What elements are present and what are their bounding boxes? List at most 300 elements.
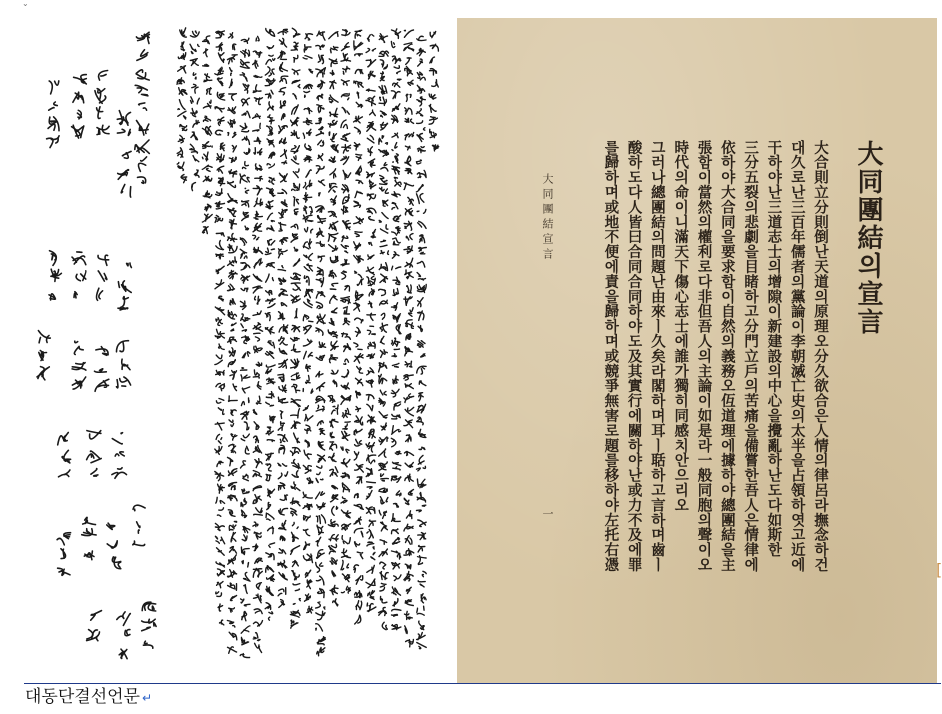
ink-stroke [316,373,319,377]
ink-stroke [347,564,349,568]
ink-stroke [216,233,223,234]
ink-stroke [319,33,321,34]
ink-stroke [245,90,248,93]
ink-stroke [137,54,147,60]
ink-stroke [318,140,322,144]
ink-stroke [419,72,422,75]
ink-stroke [372,35,374,37]
ink-stroke [409,640,412,642]
ink-stroke [143,645,152,648]
ink-stroke [392,232,397,235]
ink-stroke [247,177,249,182]
ink-stroke [344,109,345,110]
ink-stroke [320,563,323,566]
declaration-line: 張함이當然의權利로다非但吾人의主論이如是라一般同胞의聲이오 [695,140,713,573]
ink-stroke [255,178,261,181]
ink-stroke [417,510,422,512]
ink-stroke [279,40,282,44]
ink-stroke [408,420,412,423]
ink-stroke [383,565,386,569]
ink-stroke [254,514,263,515]
ink-stroke [356,429,362,431]
ink-stroke [292,535,294,538]
ink-stroke [279,223,286,225]
ink-stroke [245,162,249,166]
ink-stroke [244,604,250,606]
ink-stroke [216,401,220,403]
ink-stroke [333,336,337,338]
ink-stroke [341,273,345,279]
ink-stroke [177,163,179,165]
ink-stroke [412,133,414,137]
ink-stroke [347,111,349,114]
ink-stroke [348,173,351,178]
ink-stroke [295,311,296,318]
ink-stroke [280,495,285,500]
ink-stroke [247,352,250,357]
ink-stroke [417,121,423,124]
ink-stroke [423,128,424,131]
ink-stroke [240,301,244,305]
ink-stroke [370,186,373,187]
ink-stroke [422,505,426,506]
ink-stroke [386,625,388,629]
ink-stroke [94,475,98,476]
ink-stroke [247,446,249,450]
ink-stroke [381,240,386,242]
ink-stroke [311,554,313,562]
ink-stroke [282,293,287,295]
ink-stroke [333,419,338,422]
ink-stroke [397,79,401,80]
ink-stroke [407,320,412,324]
ink-stroke [121,433,123,434]
ink-stroke [355,271,357,273]
ink-stroke [406,236,409,240]
ink-stroke [385,352,387,353]
ink-stroke [103,353,108,355]
ink-stroke [243,389,245,393]
ink-stroke [381,72,384,74]
ink-stroke [280,439,281,442]
ink-stroke [256,168,258,171]
ink-stroke [322,32,325,40]
ink-stroke [181,140,183,143]
ink-stroke [242,561,243,564]
ink-stroke [392,426,393,433]
ink-stroke [253,188,259,189]
ink-stroke [241,263,245,264]
ink-stroke [294,198,295,206]
ink-stroke [182,42,184,46]
ink-stroke [246,318,250,319]
ink-stroke [97,288,99,300]
ink-stroke [405,364,410,365]
ink-stroke [253,130,259,131]
ink-stroke [410,285,411,293]
ink-stroke [381,522,383,524]
ink-stroke [329,132,330,135]
ink-stroke [122,364,130,369]
ink-stroke [98,271,104,281]
ink-stroke [349,538,351,544]
ink-stroke [367,532,368,533]
ink-stroke [304,206,307,208]
ink-stroke [305,193,306,199]
ink-stroke [330,448,333,450]
ink-stroke [279,337,282,341]
ink-stroke [233,626,235,628]
ink-stroke [419,449,421,450]
ink-stroke [330,295,334,303]
ink-stroke [308,339,311,342]
ink-stroke [372,405,373,410]
ink-stroke [418,581,425,582]
ink-stroke [233,549,236,553]
ink-stroke [195,77,196,79]
ink-stroke [247,111,250,117]
ink-stroke [98,107,100,119]
ink-stroke [317,651,319,655]
ink-stroke [366,48,370,52]
ink-stroke [216,434,219,439]
ink-stroke [368,151,371,155]
ink-stroke [381,313,384,316]
ink-stroke [330,125,335,127]
ink-stroke [235,257,236,263]
ink-stroke [230,375,234,379]
ink-stroke [219,399,224,401]
ink-stroke [335,467,338,473]
ink-stroke [397,71,401,74]
caption-text: 대동단결선언문 [25,687,140,707]
declaration-line: 대久로난三百年儒者의黨論이李朝滅亡史의太半을占領하엿고近에 [788,140,806,573]
ink-stroke [279,92,284,95]
ink-stroke [249,398,250,403]
ink-stroke [202,157,203,159]
ink-stroke [268,342,271,343]
ink-stroke [269,73,272,76]
ink-stroke [242,201,249,202]
ink-stroke [330,99,333,102]
ink-stroke [86,522,96,524]
ink-stroke [215,523,218,527]
ink-stroke [223,410,224,415]
ink-stroke [393,238,395,239]
ink-stroke [266,274,270,282]
ink-stroke [417,211,419,212]
ink-stroke [203,232,204,233]
ink-stroke [316,628,317,630]
ink-stroke [120,452,125,456]
ink-stroke [268,304,275,308]
ink-stroke [76,363,85,365]
ink-stroke [367,371,369,375]
ink-stroke [407,286,409,291]
ink-stroke [306,532,310,536]
ink-stroke [418,177,421,178]
ink-stroke [416,160,421,162]
ink-stroke [370,112,373,114]
ink-stroke [355,330,360,333]
ink-stroke [321,180,325,186]
ink-stroke [138,530,139,533]
ink-stroke [242,131,249,132]
ink-stroke [333,120,335,123]
ink-stroke [379,289,386,290]
ink-stroke [330,184,332,188]
ink-stroke [369,301,372,307]
ink-stroke [271,249,274,250]
ink-stroke [419,546,425,547]
ink-stroke [266,397,271,398]
ink-stroke [410,463,413,466]
ink-stroke [316,492,320,499]
ink-stroke [290,615,299,618]
ink-stroke [292,386,296,393]
ink-stroke [144,641,147,644]
ink-stroke [291,283,300,284]
ink-stroke [295,338,299,339]
ink-stroke [333,601,338,606]
ink-stroke [204,80,207,81]
ink-stroke [229,396,230,401]
ink-stroke [380,97,381,100]
ink-stroke [317,537,320,546]
declaration-line: 依하야大合同을要求함이自然의義務오仾道理에據하야總團結을主 [718,140,736,573]
ink-stroke [320,292,321,293]
ink-stroke [355,127,361,134]
ink-stroke [243,474,246,476]
ink-stroke [329,32,338,39]
ink-stroke [331,544,336,547]
ink-stroke [278,193,284,194]
ink-stroke [248,563,249,567]
ink-stroke [370,147,372,153]
ink-stroke [330,95,338,102]
ink-stroke [282,266,283,268]
ink-stroke [384,527,388,530]
ink-stroke [284,161,286,164]
ink-stroke [388,251,389,255]
ink-stroke [96,638,98,641]
ink-stroke [294,260,299,265]
ink-stroke [392,414,400,416]
ink-stroke [381,167,388,171]
ink-stroke [198,45,199,47]
ink-stroke [148,37,149,44]
ink-stroke [358,116,359,119]
ink-stroke [405,108,407,111]
ink-stroke [396,227,400,229]
ink-stroke [394,216,397,217]
ink-stroke [117,616,124,619]
ink-stroke [258,639,261,640]
ink-stroke [295,561,298,566]
ink-stroke [420,584,424,587]
ink-stroke [367,482,376,483]
ink-stroke [417,479,419,486]
ink-stroke [244,422,247,430]
ink-stroke [270,30,271,32]
ink-stroke [91,454,92,457]
ink-stroke [331,102,332,103]
ink-stroke [359,441,361,445]
ink-stroke [436,82,438,87]
ink-stroke [234,120,235,124]
ink-stroke [336,560,338,562]
declaration-line: 干하야난三道志士의增隙이新建設의中心을攪亂하난도다如斯한 [765,140,783,558]
ink-stroke [392,340,393,344]
ink-stroke [307,416,313,421]
ink-stroke [318,602,320,603]
ink-stroke [367,277,369,284]
ink-stroke [316,122,321,123]
ink-stroke [382,187,385,191]
ink-stroke [221,438,222,440]
ink-stroke [394,503,397,505]
ink-stroke [395,29,400,34]
ink-stroke [303,529,308,530]
ink-stroke [229,79,232,87]
ink-stroke [321,108,324,109]
ink-stroke [293,604,295,605]
ink-stroke [373,552,375,554]
ink-stroke [354,81,355,83]
ink-stroke [191,101,192,104]
ink-stroke [342,569,343,570]
ink-stroke [295,95,296,96]
ink-stroke [243,167,246,168]
declaration-body [602,140,832,610]
ink-stroke [417,643,426,648]
ink-stroke [217,515,220,516]
ink-stroke [361,279,363,285]
ink-stroke [118,282,119,288]
ink-stroke [269,55,273,56]
ink-stroke [334,308,337,313]
ink-stroke [143,108,146,110]
ink-stroke [112,473,118,477]
ink-stroke [120,343,124,352]
ink-stroke [256,403,261,404]
ink-stroke [291,373,298,377]
ink-stroke [232,234,234,242]
ink-stroke [228,341,231,342]
ink-stroke [420,533,423,540]
ink-stroke [330,214,335,217]
ink-stroke [295,359,297,363]
ink-stroke [118,468,123,470]
ink-stroke [366,100,370,101]
ink-stroke [417,613,424,615]
ink-stroke [316,45,320,47]
ink-stroke [99,291,103,299]
ink-stroke [232,337,236,341]
ink-stroke [292,562,295,567]
ink-stroke [429,121,434,124]
ink-stroke [368,395,369,400]
ink-stroke [256,364,260,366]
ink-stroke [216,355,222,359]
ink-stroke [360,554,362,558]
ink-stroke [228,120,231,124]
ink-stroke [342,497,345,499]
ink-stroke [357,292,358,298]
ink-stroke [134,544,145,546]
ink-stroke [285,200,286,204]
ink-stroke [434,32,436,34]
ink-stroke [333,190,335,192]
ink-stroke [342,413,343,417]
ink-stroke [253,235,256,239]
ink-stroke [367,544,374,546]
ink-stroke [220,501,224,504]
ink-stroke [291,226,295,227]
ink-stroke [367,355,372,357]
ink-stroke [417,263,419,264]
ink-stroke [279,487,280,490]
ink-stroke [267,440,274,441]
ink-stroke [321,492,325,496]
ink-stroke [177,148,181,154]
ink-stroke [178,109,180,110]
ink-stroke [371,557,375,560]
ink-stroke [123,297,128,300]
ink-stroke [136,70,142,74]
ink-stroke [394,66,399,69]
ink-stroke [254,595,259,598]
ink-stroke [220,53,224,56]
image-caption[interactable] [25,685,152,709]
ink-stroke [74,77,87,84]
ink-stroke [139,103,145,105]
ink-stroke [97,134,100,135]
ink-stroke [218,119,221,120]
page-number-mark: 一 [541,508,554,519]
ink-stroke [284,360,286,364]
declaration-title: 大同團結의宣言 [853,140,883,336]
ink-stroke [319,193,320,196]
ink-stroke [422,279,426,280]
ink-stroke [396,238,400,243]
ink-stroke [308,38,310,40]
ink-stroke [242,217,249,221]
paragraph-mark-icon: ↵ [141,691,153,705]
ink-stroke [343,271,347,272]
ink-stroke [216,592,219,594]
ink-stroke [223,233,224,236]
ink-stroke [270,180,271,182]
ink-stroke [331,256,336,261]
ink-stroke [216,319,217,321]
ink-stroke [369,342,372,345]
ink-stroke [137,522,140,528]
ink-stroke [417,273,420,277]
ink-stroke [139,130,148,131]
ink-stroke [294,276,297,278]
ink-stroke [303,58,307,59]
ink-stroke [358,274,362,278]
ink-stroke [270,405,273,406]
ink-stroke [256,85,261,91]
ink-stroke [332,82,336,84]
ink-stroke [392,440,394,442]
ink-stroke [216,266,224,272]
chevron-down-icon: ⌄ [22,0,29,8]
ink-stroke [294,55,298,58]
ink-stroke [320,143,323,146]
